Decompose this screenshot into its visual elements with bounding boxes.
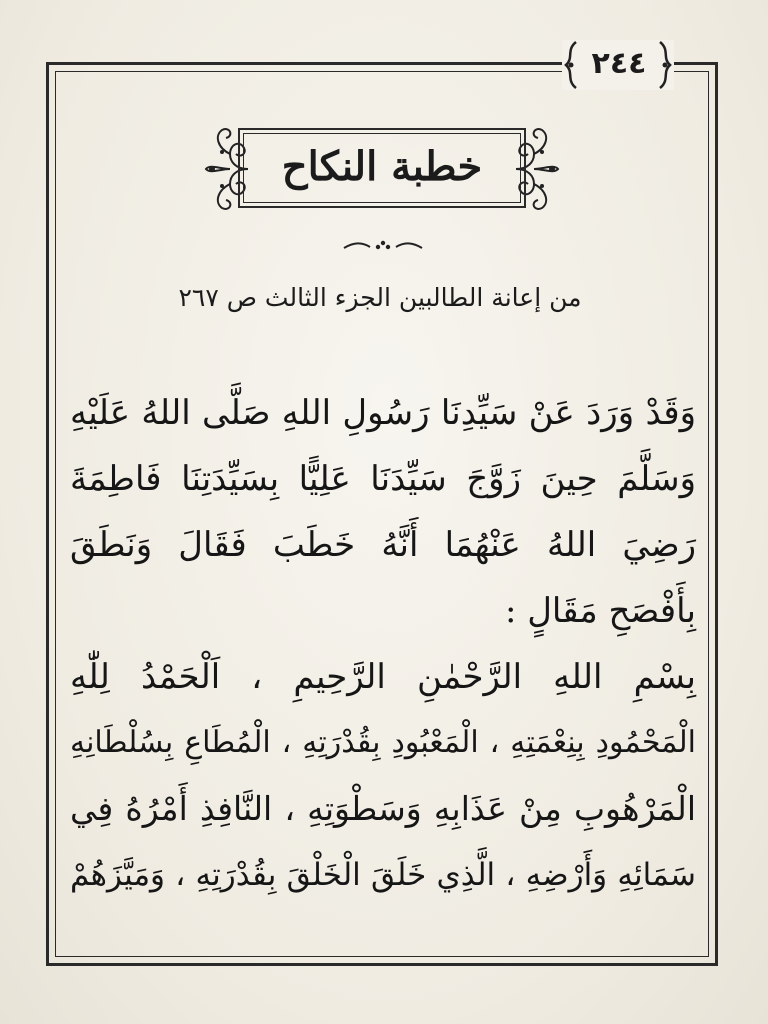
text-line: بِأَفْصَحِ مَقَالٍ : — [504, 591, 696, 631]
sermon-text — [70, 380, 696, 908]
text-line: وَسَلَّمَ حِينَ زَوَّجَ سَيِّدَنَا عَلِيًّا بِسَيِّدَتِنَا فَاطِمَةَ — [70, 459, 696, 499]
page-title: خطبة النكاح — [281, 143, 483, 190]
divider-ornament-icon — [340, 236, 426, 256]
text-line: سَمَائِهِ وَأَرْضِهِ ، الَّذِي خَلَقَ الْخَلْقَ بِقُدْرَتِهِ ، وَمَيَّزَهُمْ — [70, 857, 696, 893]
page-number: ٢٤٤ — [591, 46, 647, 81]
text-line: رَضِيَ اللهُ عَنْهُمَا أَنَّهُ خَطَبَ فَقَالَ وَنَطَقَ — [70, 525, 696, 565]
title-cartouche — [200, 122, 564, 216]
text-line: بِسْمِ اللهِ الرَّحْمٰنِ الرَّحِيمِ ، اَلْحَمْدُ لِلّٰهِ — [70, 657, 696, 697]
source-reference: من إعانة الطالبين الجزء الثالث ص ٢٦٧ — [178, 283, 582, 312]
text-line: الْمَرْهُوبِ مِنْ عَذَابِهِ وَسَطْوَتِهِ ، النَّافِذِ أَمْرُهُ فِي — [70, 789, 696, 828]
text-line: الْمَحْمُودِ بِنِعْمَتِهِ ، الْمَعْبُودِ بِقُدْرَتِهِ ، الْمُطَاعِ بِسُلْطَانِهِ — [70, 725, 696, 760]
text-line: وَقَدْ وَرَدَ عَنْ سَيِّدِنَا رَسُولِ اللهِ صَلَّى اللهُ عَلَيْهِ — [70, 393, 696, 433]
